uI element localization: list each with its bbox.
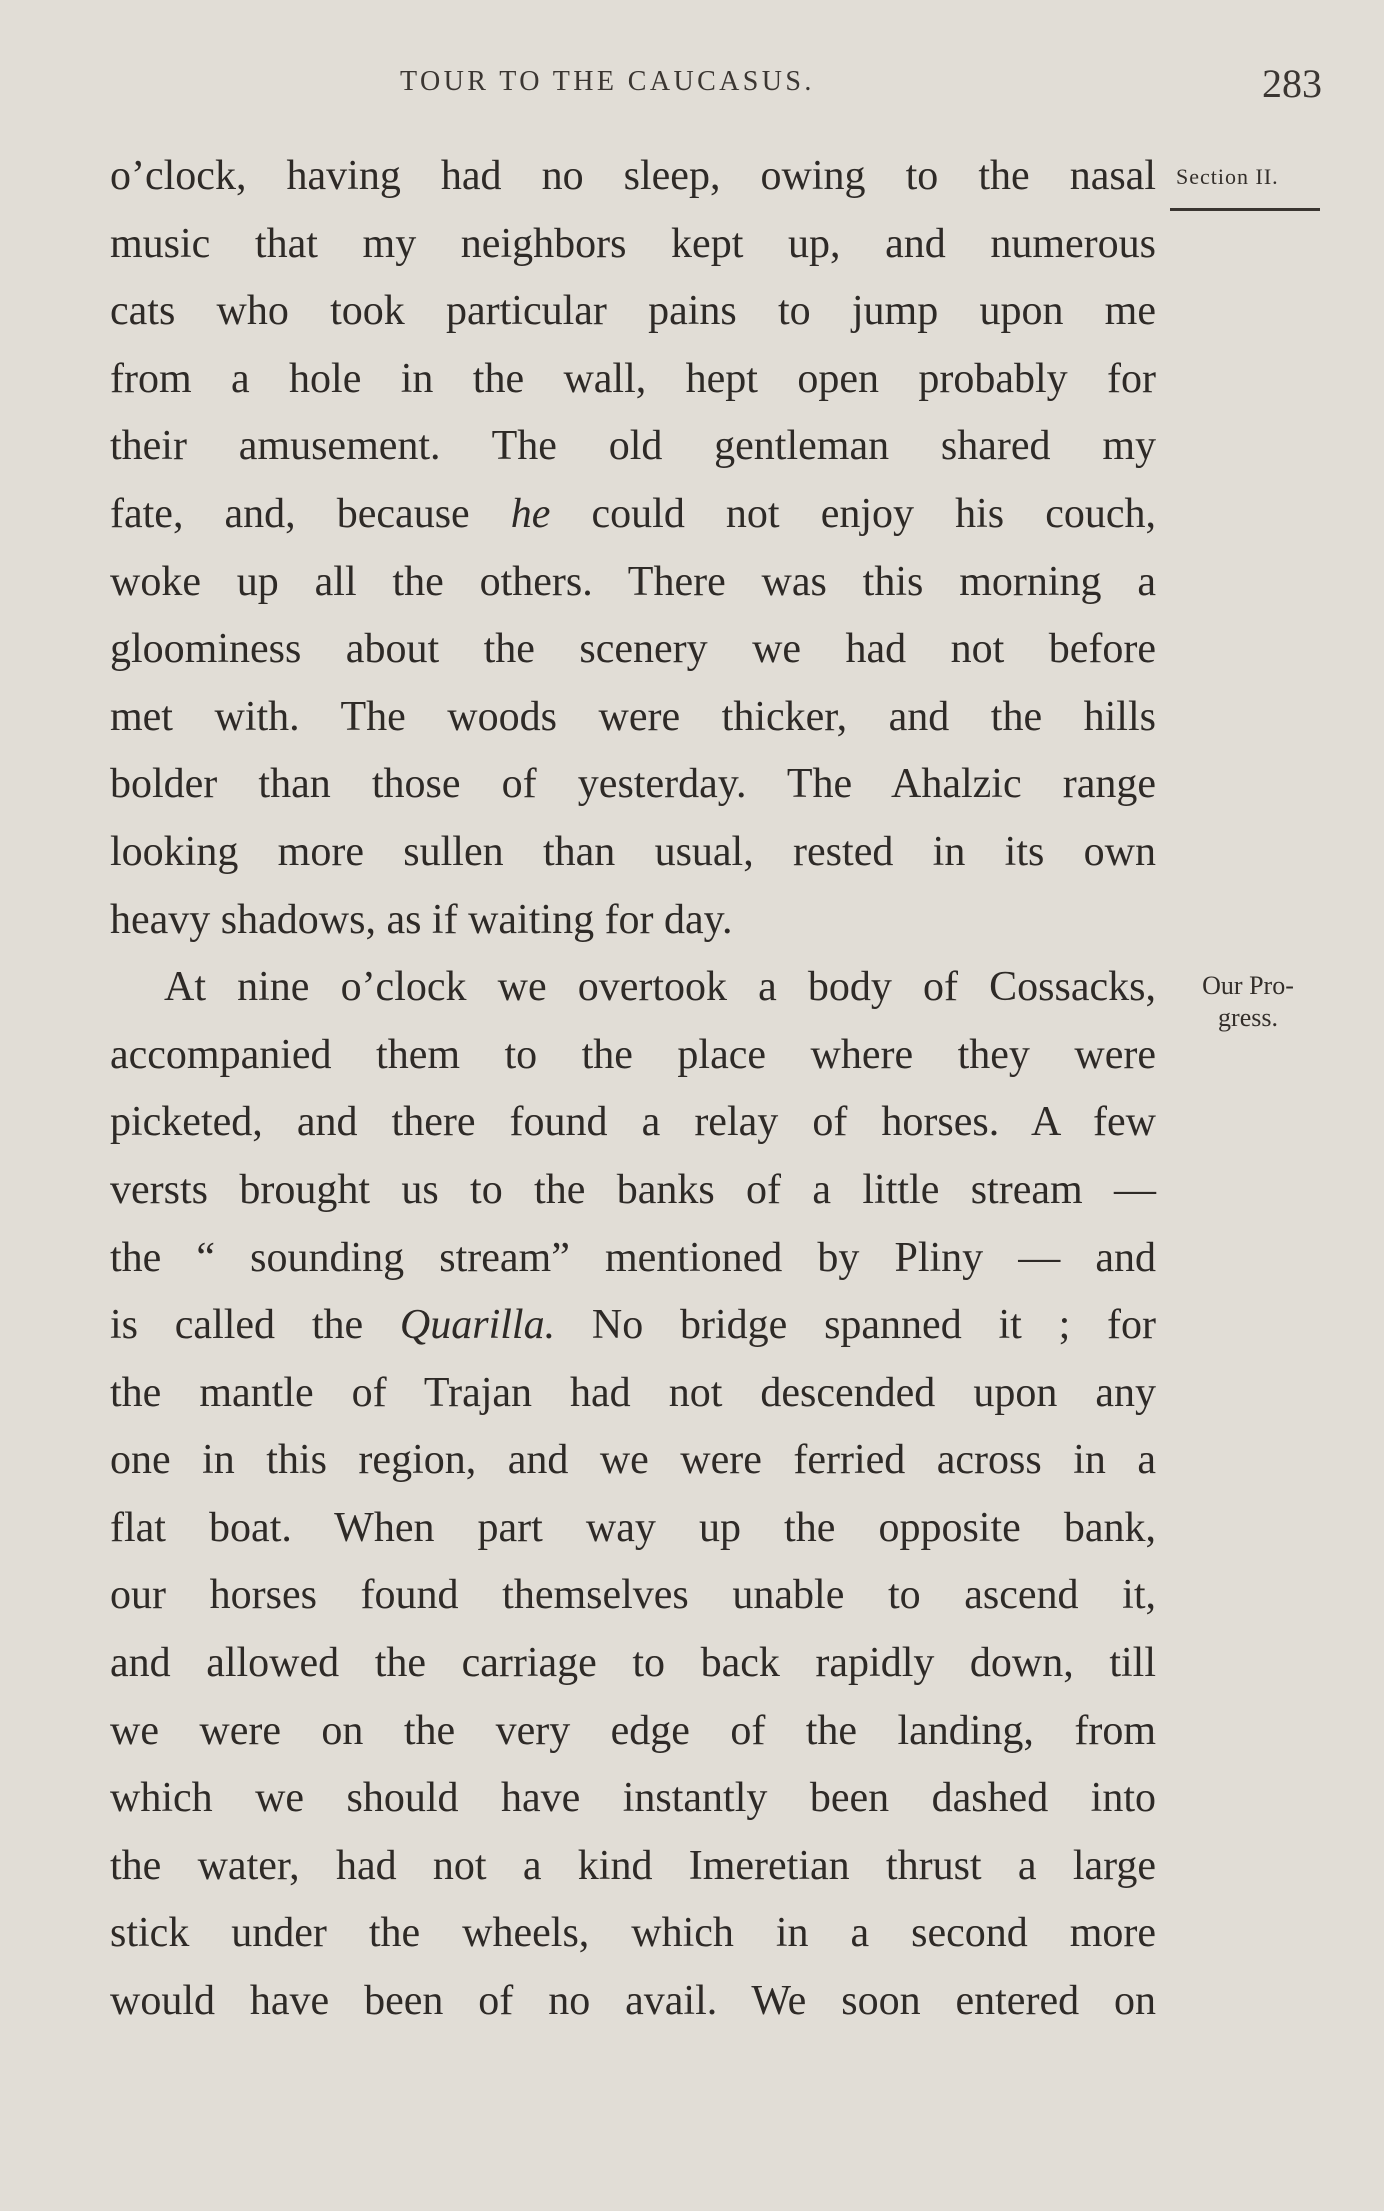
text-line: bolder than those of yesterday. The Ahalzic range (110, 761, 1156, 808)
text-line: one in this region, and we were ferried across in a (110, 1437, 1156, 1484)
body-text (110, 143, 1156, 2036)
text-line: from a hole in the wall, hept open probably for (110, 355, 1156, 402)
text-span: No bridge spanned it ; for (591, 1302, 1156, 1349)
text-line: would have been of no avail. We soon entered on (110, 1978, 1156, 2025)
text-line: cats who took particular pains to jump upon me (110, 288, 1156, 335)
text-line: the “ sounding stream” mentioned by Pliny — and (110, 1234, 1156, 1281)
text-line: heavy shadows, as if waiting for day. (110, 896, 733, 943)
text-line (110, 481, 1156, 549)
margin-note-progress-line2: gress. (1218, 1003, 1278, 1032)
text-line: accompanied them to the place where they were (110, 1031, 1156, 1078)
text-line: looking more sullen than usual, rested in its own (110, 828, 1156, 875)
text-span: fate, and, because (110, 490, 470, 537)
section-rule (1170, 208, 1320, 211)
text-line: gloominess about the scenery we had not before (110, 626, 1156, 673)
margin-note-progress-line1: Our Pro- (1202, 971, 1294, 1000)
text-line: our horses found themselves unable to ascend it, (110, 1572, 1156, 1619)
text-line: the water, had not a kind Imeretian thrust a large (110, 1842, 1156, 1889)
text-span: is called the (110, 1302, 364, 1349)
text-line: met with. The woods were thicker, and the hills (110, 693, 1156, 740)
text-line: picketed, and there found a relay of horses. A few (110, 1099, 1156, 1146)
text-line: we were on the very edge of the landing, from (110, 1707, 1156, 1754)
italic-word: he (510, 490, 551, 537)
text-line: flat boat. When part way up the opposite bank, (110, 1504, 1156, 1551)
margin-note-progress (1178, 970, 1318, 1034)
text-line: the mantle of Trajan had not descended upon any (110, 1369, 1156, 1416)
running-head (0, 60, 1384, 110)
text-line: which we should have instantly been dashed into (110, 1775, 1156, 1822)
text-line: o’clock, having had no sleep, owing to the nasal (110, 153, 1156, 199)
italic-word: Quarilla. (399, 1302, 556, 1349)
text-line: woke up all the others. There was this morning a (110, 558, 1156, 605)
page-number: 283 (1262, 61, 1322, 106)
text-line: their amusement. The old gentleman shared my (110, 423, 1156, 470)
text-line (110, 1292, 1156, 1360)
text-span: could not enjoy his couch, (591, 490, 1156, 537)
text-line: and allowed the carriage to back rapidly down, till (110, 1640, 1156, 1687)
text-line: stick under the wheels, which in a second more (110, 1910, 1156, 1957)
margin-note-section: Section II. (1176, 164, 1279, 189)
text-line: At nine o’clock we overtook a body of Cossacks, (164, 964, 1156, 1011)
text-line: music that my neighbors kept up, and numerous (110, 220, 1156, 267)
text-line: versts brought us to the banks of a little stream — (110, 1166, 1156, 1213)
running-title: TOUR TO THE CAUCASUS. (400, 66, 815, 97)
